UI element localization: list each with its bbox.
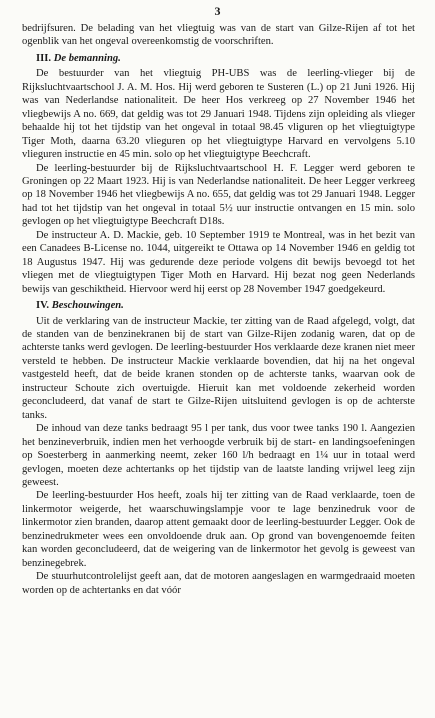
page-number: 3 — [214, 4, 221, 18]
section-number: IV. — [36, 300, 50, 312]
section-title: De bemanning. — [53, 52, 121, 64]
paragraph-tankinhoud: De inhoud van deze tanks bedraagt 95 l per tank, dus voor twee tanks 190 l. Aangezien het benzineverbruik, indien men het verhoogde verbruik bij de start- en landingsoefeningen op Soesterberg in aanmerking neemt, zeker 160 l/h bedraagt en 1¼ uur in totaal werd gevlogen, moeten deze achtertanks op het tijdstip van de laatste landing vrijwel leeg zijn geweest. — [22, 423, 415, 488]
section-title: Beschouwingen. — [51, 300, 124, 312]
paragraph-benzinekranen: Uit de verklaring van de instructeur Mackie, ter zitting van de Raad afgelegd, volgt, dat de standen van de benzinekranen bij de start van Gilze-Rijen zodanig waren, dat op de achterste tanks werd gevlogen. De leerling-bestuurder Hos verklaarde deze kranen niet meer versteld te hebben. De instructeur Mackie verklaarde bovendien, dat hij na het ongeval vastgesteld heeft, dat de beide kranen stonden op de achterste tanks, waarvan ook de instructeur Schoute zich overtuigde. Hieruit kan met voldoende zekerheid worden geconcludeerd, dat vanaf de start te Gilze-Rijen uitsluitend gevlogen is op de achterste tanks. — [22, 315, 415, 421]
paragraph-legger: De leerling-bestuurder bij de Rijksluchtvaartschool H. F. Legger werd geboren te Groningen op 22 Maart 1923. Hij is van Nederlandse nationaliteit. De heer Legger verkreeg op 18 November 1946 het vliegbewijs A no. 655, dat geldig was tot 29 Januari 1948. Legger had tot het tijdstip van het ongeval in totaal 5½ uur instructie ontvangen en 15 min. solo gevlogen op het vliegtuigtype Beechcraft D18s. — [22, 162, 415, 228]
paragraph-mackie: De instructeur A. D. Mackie, geb. 10 September 1919 te Montreal, was in het bezit van een Canadees B-License no. 1044, uitgereikt te Ottawa op 14 November 1946 en geldig tot 18 Augustus 1947. Hij was gedurende deze periode volgens dit bewijs bevoegd tot het vliegen met de vliegtuigtypen Tiger Moth en Harvard. Hij bezat nog geen Nederlands bewijs van geschiktheid. Hiervoor werd hij eerst op 28 November 1947 goedgekeurd. — [22, 229, 415, 295]
section-heading-bemanning — [36, 52, 415, 65]
section-heading-beschouwingen — [36, 299, 415, 312]
paragraph-controlelijst: De stuurhutcontrolelijst geeft aan, dat de motoren aangeslagen en warmgedraaid moeten worden op de achtertanks en dat vóór — [22, 571, 415, 596]
paragraph-hos: De bestuurder van het vliegtuig PH-UBS was de leerling-vlieger bij de Rijksluchtvaartschool J. A. M. Hos. Hij werd geboren te Susteren (L.) op 21 Juni 1926. Hij was van Nederlandse nationaliteit. De heer Hos verkreeg op 27 November 1946 het vliegbewijs A no. 669, dat geldig was tot 29 Januari 1948. Tijdens zijn opleiding als vlieger behaalde hij tot het tijdstip van het ongeval in totaal 98.45 vliguren op het vliegtuigtype Tiger Moth, daarna 63.20 vlieguren op het vliegtuigtype Harvard en vervolgens 5.10 vlieguren instructie en 45 min. solo op het vliegtuigtype Beechcraft. — [22, 68, 415, 161]
intro-paragraph: bedrijfsuren. De belading van het vliegtuig was van de start van Gilze-Rijen af tot het ogenblik van het ongeval overeenkomstig de voorschriften. — [22, 23, 415, 48]
document-body — [22, 22, 415, 597]
section-number: III. — [36, 52, 52, 64]
paragraph-linkermotor: De leerling-bestuurder Hos heeft, zoals hij ter zitting van de Raad verklaarde, toen de linkermotor weigerde, het waarschuwingslampje voor te lage benzinedruk voor de linkermotor zien branden, daarop attent gemaakt door de leerling-bestuurder Legger. Ook de benzinedrukmeter wees een onvoldoende druk aan. Op grond van bovengenoemde feiten kan worden geconcludeerd, dat de weigering van de linkermotor het gevolg is geweest van benzinegebrek. — [22, 490, 415, 569]
